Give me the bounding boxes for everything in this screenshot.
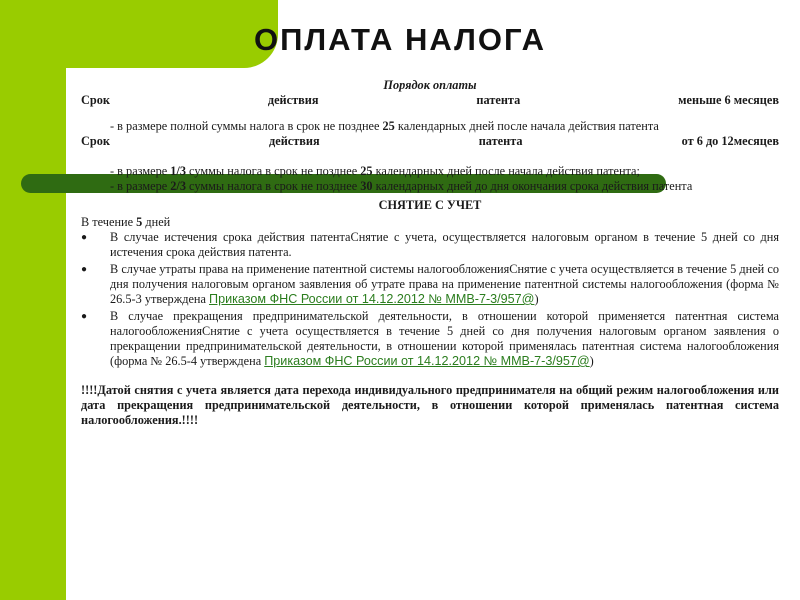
period-word: Срок <box>81 134 110 148</box>
text-run: календарных дней после начала действия патента <box>394 119 659 133</box>
period-word: действия <box>267 93 319 107</box>
text-run: - в размере <box>110 179 171 193</box>
period-word: Срок <box>81 93 110 107</box>
bullet-icon: ● <box>81 311 88 322</box>
bullet-icon: ● <box>81 232 88 243</box>
text-run: суммы налога в срок не позднее <box>185 164 361 178</box>
green-side-band <box>0 0 66 600</box>
text-run: 2/3 <box>170 179 186 193</box>
list-item <box>81 309 779 369</box>
list-item-text <box>110 262 779 307</box>
text-run: дней <box>142 215 171 229</box>
period-word: меньше 6 месяцев <box>678 93 779 107</box>
period-word: действия <box>269 134 320 148</box>
text-run: 1/3 <box>170 164 186 178</box>
period-row-1 <box>81 93 779 108</box>
payment-paragraph-2 <box>81 164 779 179</box>
document-body <box>81 78 779 428</box>
text-run: В течение <box>81 215 137 229</box>
text-run: - в размере полной суммы налога в срок не позднее <box>110 119 383 133</box>
text-run: 25 <box>382 119 395 133</box>
page-title: ОПЛАТА НАЛОГА <box>254 22 546 57</box>
order-link[interactable]: Приказом ФНС России от 14.12.2012 № ММВ-7-3/957@ <box>209 292 535 306</box>
text-run: 5 <box>136 215 143 229</box>
text-run: В случае прекращения предпринимательской деятельности, в отношении которой применяется патентная система налогообложенияСнятие с учета осуществляется в течение 5 дней со дня получения налоговым органом заявления о прекращении предпринимательской деятельности, в отношении которой применялась патентная система налогообложения (форма № 26.5-4 утверждена <box>110 309 779 368</box>
order-link[interactable]: Приказом ФНС России от 14.12.2012 № ММВ-7-3/957@ <box>264 354 590 368</box>
period-word: патента <box>476 93 521 107</box>
text-run: календарных дней до дня окончания срока действия патента <box>372 179 693 193</box>
text-run: ) <box>534 292 539 306</box>
period-row-2 <box>81 134 779 149</box>
text-run: суммы налога в срок не позднее <box>185 179 361 193</box>
within-days-line <box>81 215 779 230</box>
period-word: патента <box>478 134 523 148</box>
period-word: от 6 до 12месяцев <box>681 134 779 148</box>
subtitle: Порядок оплаты <box>383 78 477 92</box>
text-run: - в размере <box>110 164 171 178</box>
text-run: В случае утраты права на применение патентной системы налогообложенияСнятие с учета осуществляется в течение 5 дней со дня получения налоговым органом заявления об утрате права на применение патентной системы налогообложения (форма № 26.5-3 утверждена <box>110 262 779 306</box>
list-item <box>81 262 779 307</box>
payment-paragraph-3 <box>81 179 779 194</box>
final-note: !!!!Датой снятия с учета является дата перехода индивидуального предпринимателя на общий режим налогообложения или дата прекращения предпринимательской деятельности, в отношении которой применялась патентная система налогообложения.!!!! <box>81 383 779 427</box>
text-run: ) <box>589 354 594 368</box>
text-run: календарных дней после начала действия патента; <box>372 164 640 178</box>
bullet-icon: ● <box>81 264 88 275</box>
payment-paragraph-1 <box>81 119 779 134</box>
list-item-text <box>110 309 779 369</box>
list-item-text: В случае истечения срока действия патентаСнятие с учета, осуществляется налоговым органом в течение 5 дней со дня истечения срока действия патента. <box>110 230 779 259</box>
section-heading: СНЯТИЕ С УЧЕТ <box>378 198 482 212</box>
list-item <box>81 230 779 260</box>
text-run: 25 <box>360 164 373 178</box>
text-run: 30 <box>360 179 373 193</box>
